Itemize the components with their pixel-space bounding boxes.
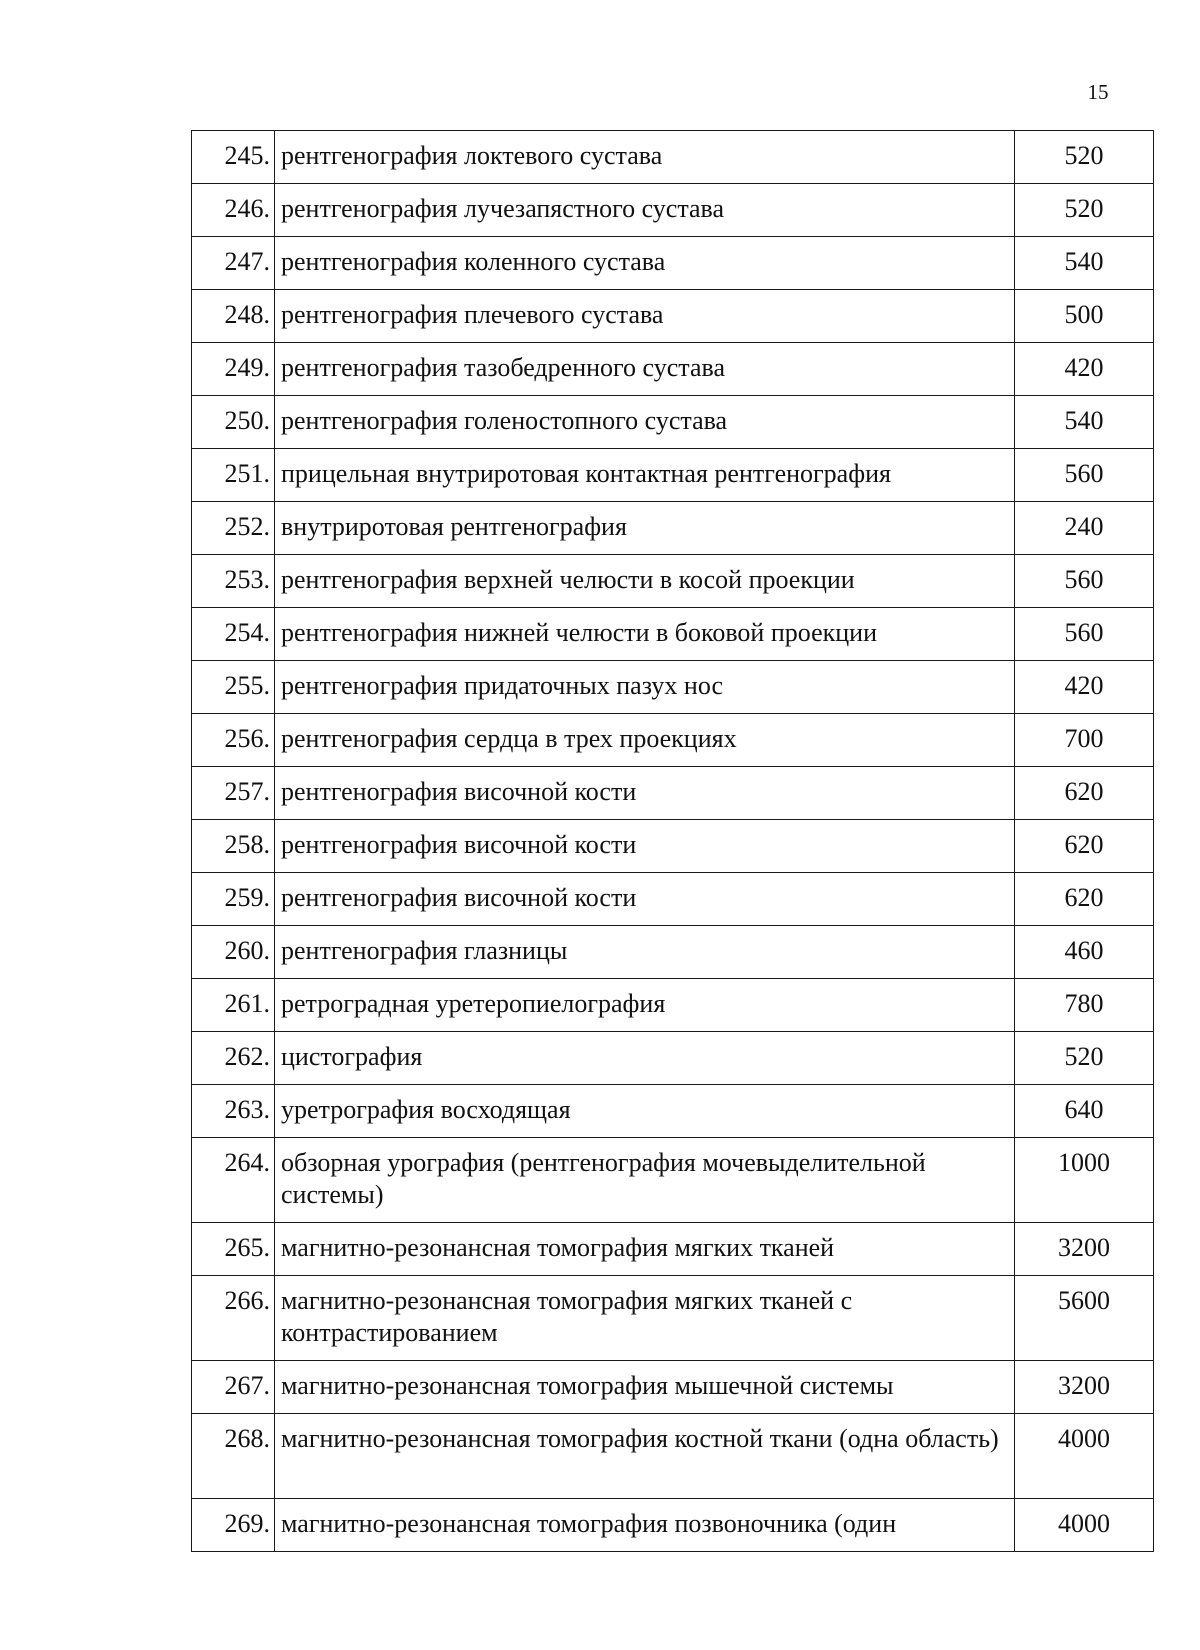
price-table (191, 130, 1154, 1552)
service-name: ретроградная уретеропиелография (275, 979, 1015, 1032)
row-number: 257. (192, 767, 275, 820)
row-number: 253. (192, 555, 275, 608)
page-number: 15 (1087, 80, 1109, 104)
row-number: 264. (192, 1138, 275, 1223)
service-price: 500 (1015, 290, 1154, 343)
table-row (192, 926, 1154, 979)
service-name: магнитно-резонансная томография костной ткани (одна область) (275, 1414, 1015, 1499)
service-name: обзорная урография (рентгенография мочевыделительной системы) (275, 1138, 1015, 1223)
table-row (192, 449, 1154, 502)
service-price: 540 (1015, 237, 1154, 290)
table-row (192, 290, 1154, 343)
service-price: 5600 (1015, 1276, 1154, 1361)
service-name: рентгенография плечевого сустава (275, 290, 1015, 343)
table-row (192, 873, 1154, 926)
service-price: 700 (1015, 714, 1154, 767)
service-price: 460 (1015, 926, 1154, 979)
row-number: 259. (192, 873, 275, 926)
table-row (192, 502, 1154, 555)
row-number: 268. (192, 1414, 275, 1499)
row-number: 251. (192, 449, 275, 502)
service-name: магнитно-резонансная томография мягких тканей (275, 1223, 1015, 1276)
service-name: магнитно-резонансная томография мышечной системы (275, 1361, 1015, 1414)
service-name: цистография (275, 1032, 1015, 1085)
row-number: 269. (192, 1499, 275, 1552)
service-price: 520 (1015, 1032, 1154, 1085)
service-name: рентгенография височной кости (275, 767, 1015, 820)
service-price: 1000 (1015, 1138, 1154, 1223)
service-price: 560 (1015, 555, 1154, 608)
row-number: 255. (192, 661, 275, 714)
row-number: 245. (192, 131, 275, 184)
service-name: внутриротовая рентгенография (275, 502, 1015, 555)
row-number: 262. (192, 1032, 275, 1085)
row-number: 248. (192, 290, 275, 343)
service-name: рентгенография верхней челюсти в косой проекции (275, 555, 1015, 608)
table-row (192, 1361, 1154, 1414)
service-name: рентгенография лучезапястного сустава (275, 184, 1015, 237)
row-number: 267. (192, 1361, 275, 1414)
service-price: 520 (1015, 184, 1154, 237)
table-row (192, 979, 1154, 1032)
row-number: 247. (192, 237, 275, 290)
row-number: 258. (192, 820, 275, 873)
service-price: 620 (1015, 873, 1154, 926)
row-number: 265. (192, 1223, 275, 1276)
row-number: 263. (192, 1085, 275, 1138)
table-row (192, 1138, 1154, 1223)
service-name: рентгенография тазобедренного сустава (275, 343, 1015, 396)
row-number: 261. (192, 979, 275, 1032)
service-name: рентгенография придаточных пазух нос (275, 661, 1015, 714)
table-row (192, 661, 1154, 714)
service-price: 4000 (1015, 1414, 1154, 1499)
service-price: 780 (1015, 979, 1154, 1032)
service-price: 560 (1015, 608, 1154, 661)
table-row (192, 396, 1154, 449)
row-number: 256. (192, 714, 275, 767)
service-name: магнитно-резонансная томография мягких тканей с контрастированием (275, 1276, 1015, 1361)
table-row (192, 1085, 1154, 1138)
service-name: прицельная внутриротовая контактная рентгенография (275, 449, 1015, 502)
table-row (192, 343, 1154, 396)
service-name: рентгенография голеностопного сустава (275, 396, 1015, 449)
service-name: рентгенография глазницы (275, 926, 1015, 979)
service-price: 240 (1015, 502, 1154, 555)
service-name: рентгенография височной кости (275, 820, 1015, 873)
table-row (192, 714, 1154, 767)
table-row (192, 1499, 1154, 1552)
service-name: рентгенография коленного сустава (275, 237, 1015, 290)
table-row (192, 767, 1154, 820)
service-price: 520 (1015, 131, 1154, 184)
service-price: 420 (1015, 343, 1154, 396)
table-row (192, 820, 1154, 873)
service-price: 620 (1015, 767, 1154, 820)
table-row (192, 1276, 1154, 1361)
row-number: 246. (192, 184, 275, 237)
table-row (192, 184, 1154, 237)
table-row (192, 237, 1154, 290)
service-price: 4000 (1015, 1499, 1154, 1552)
table-row (192, 131, 1154, 184)
service-name: рентгенография височной кости (275, 873, 1015, 926)
row-number: 250. (192, 396, 275, 449)
service-price: 3200 (1015, 1223, 1154, 1276)
row-number: 252. (192, 502, 275, 555)
table-row (192, 1223, 1154, 1276)
service-price: 640 (1015, 1085, 1154, 1138)
service-price: 420 (1015, 661, 1154, 714)
table-row (192, 1414, 1154, 1499)
service-price: 560 (1015, 449, 1154, 502)
table-row (192, 608, 1154, 661)
table-row (192, 1032, 1154, 1085)
row-number: 254. (192, 608, 275, 661)
service-price: 3200 (1015, 1361, 1154, 1414)
service-price: 540 (1015, 396, 1154, 449)
table-row (192, 555, 1154, 608)
service-name: рентгенография локтевого сустава (275, 131, 1015, 184)
row-number: 249. (192, 343, 275, 396)
row-number: 260. (192, 926, 275, 979)
service-name: уретрография восходящая (275, 1085, 1015, 1138)
service-price: 620 (1015, 820, 1154, 873)
service-name: рентгенография сердца в трех проекциях (275, 714, 1015, 767)
service-name: магнитно-резонансная томография позвоночника (один (275, 1499, 1015, 1552)
row-number: 266. (192, 1276, 275, 1361)
service-name: рентгенография нижней челюсти в боковой проекции (275, 608, 1015, 661)
